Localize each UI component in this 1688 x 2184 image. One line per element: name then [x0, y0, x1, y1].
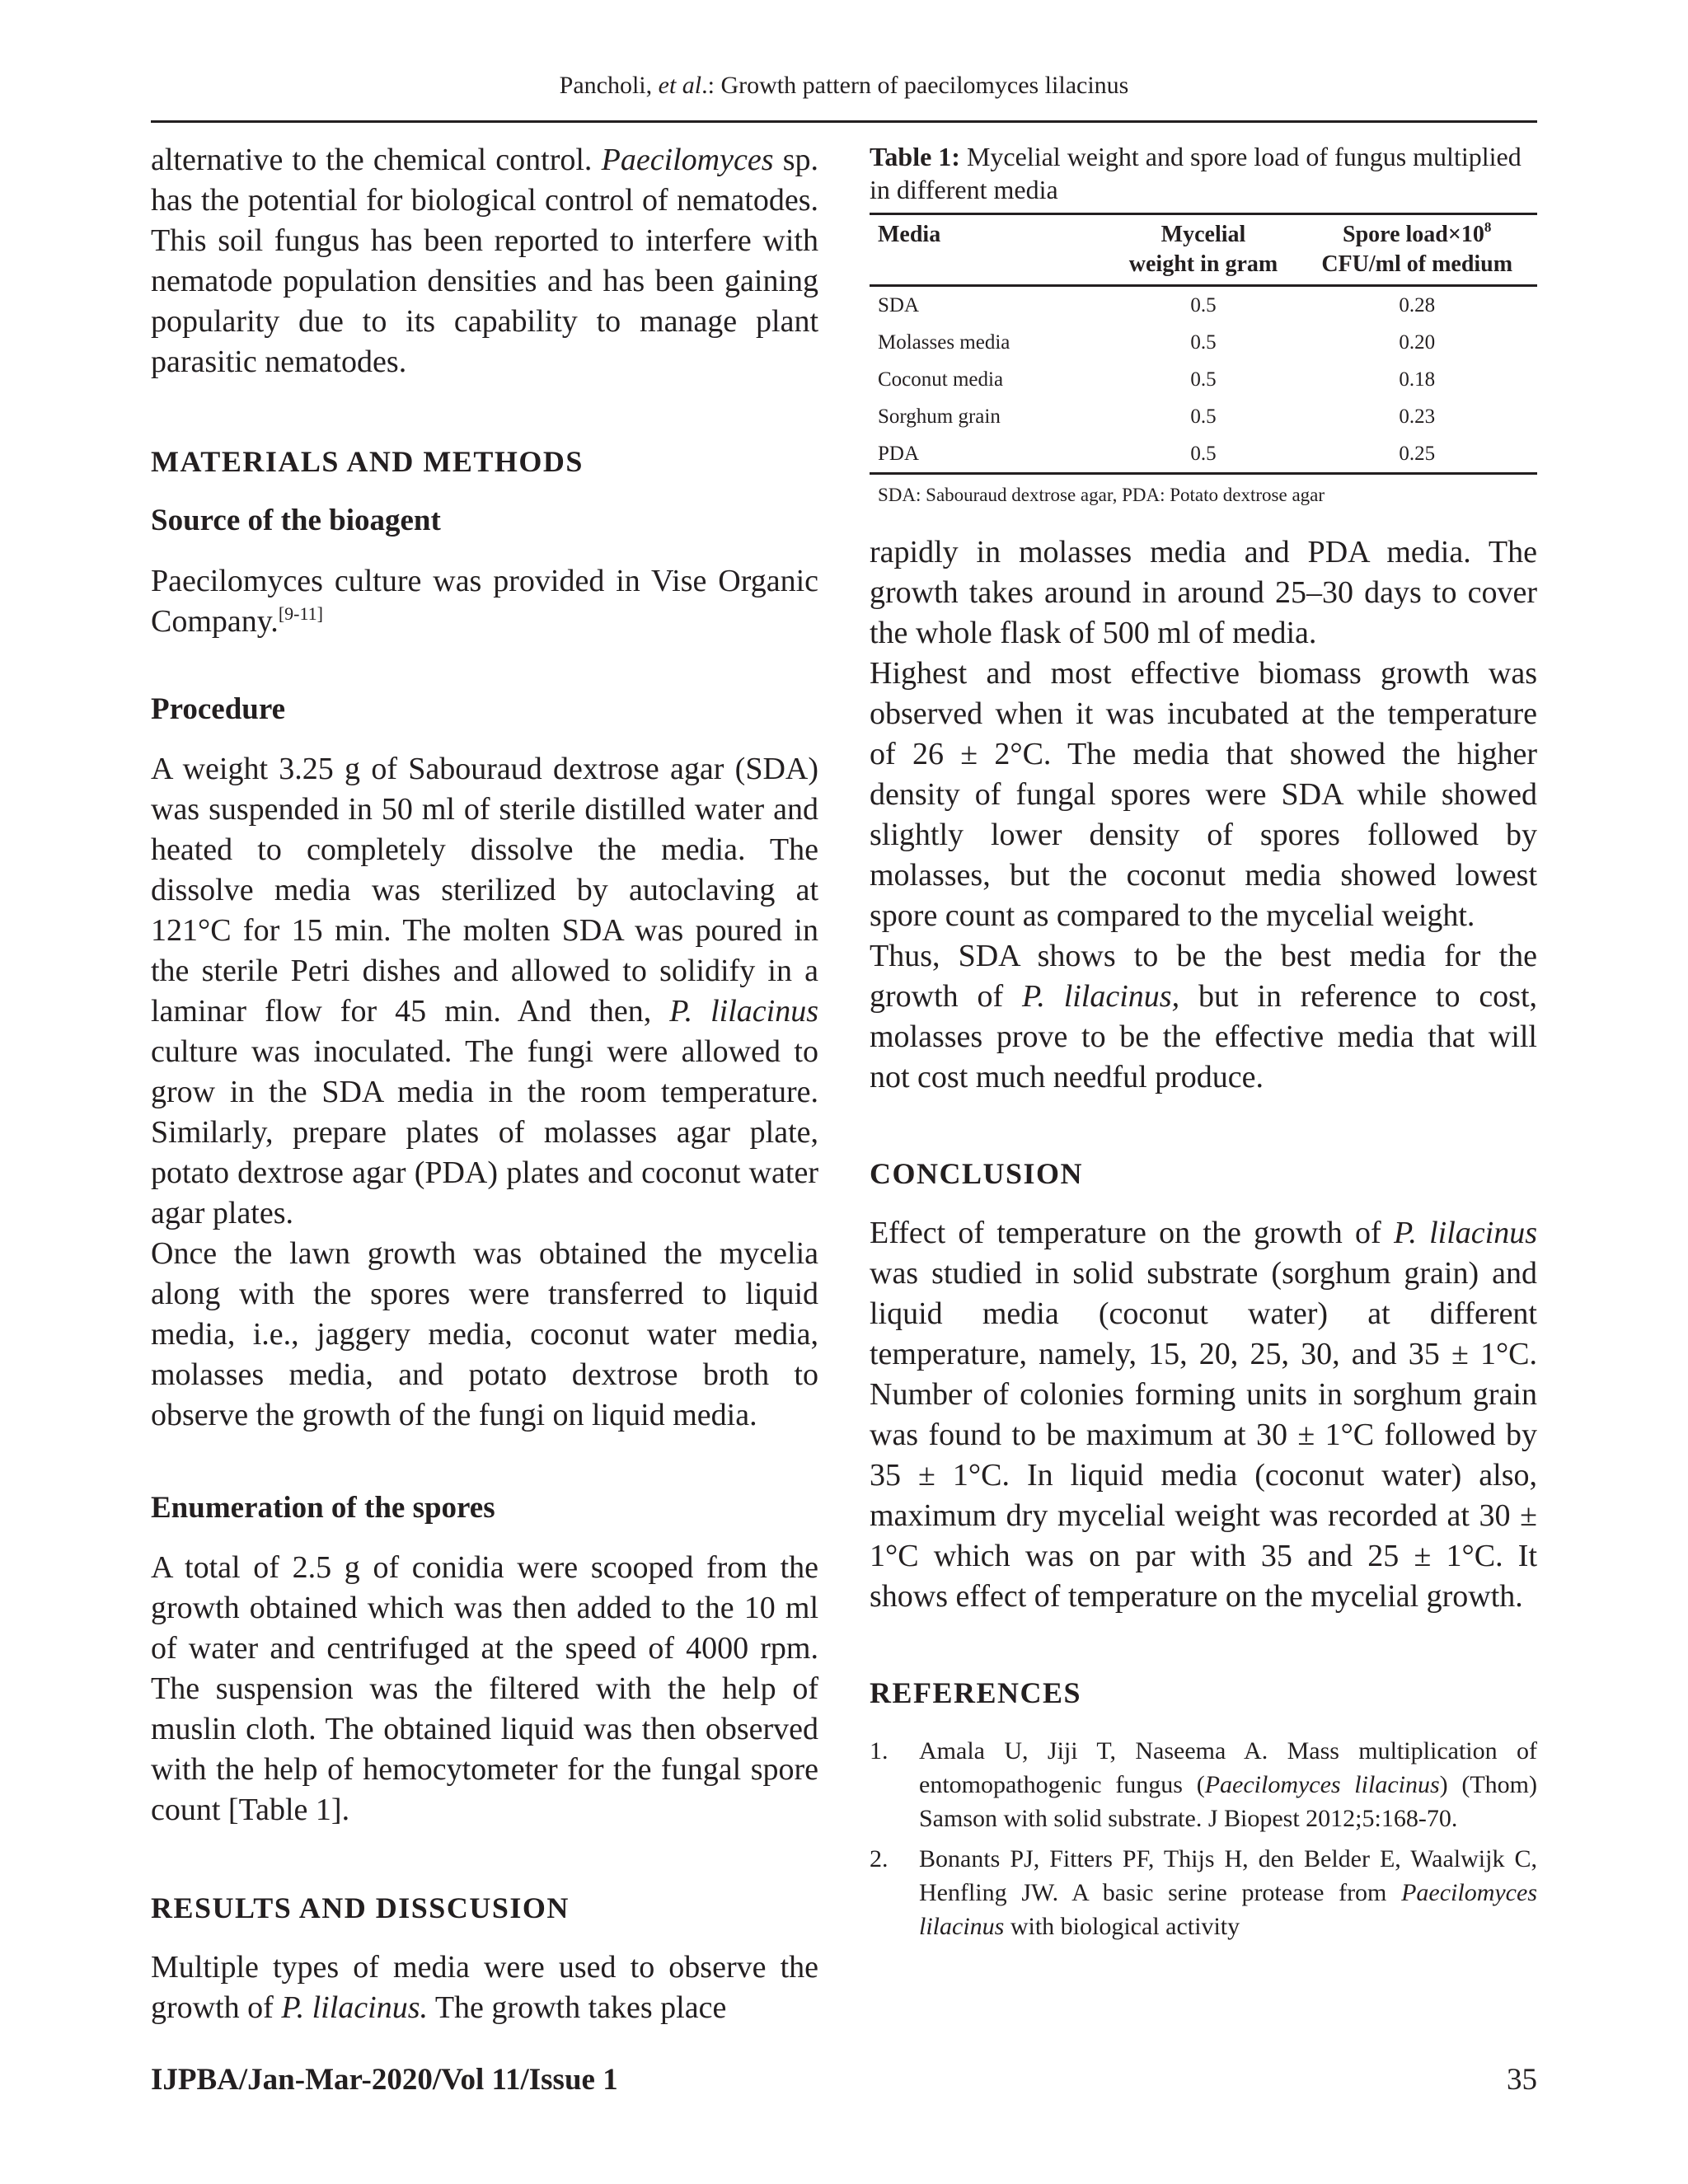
running-head-author: Pancholi,	[559, 72, 653, 99]
materials-methods-heading: MATERIALS AND METHODS	[151, 445, 584, 478]
table-caption: Table 1: Mycelial weight and spore load of fungus multiplied in different media	[870, 142, 1522, 204]
results-paragraph-3: Thus, SDA shows to be the best media for the growth of P. lilacinus, but in reference to cost, molasses prove to be the effective media that will not cost much needful produce.	[870, 939, 1538, 1094]
table-header-row	[870, 214, 1537, 286]
intro-paragraph: alternative to the chemical control. Paecilomyces sp. has the potential for biological control of nematodes. This soil fungus has been reported to interfere with nematode population densities and has been gaining popularity due to its capability to manage plant parasitic nematodes.	[151, 143, 819, 379]
conclusion-paragraph: Effect of temperature on the growth of P. lilacinus was studied in solid substrate (sorghum grain) and liquid media (coconut water) at different temperature, namely, 15, 20, 25, 30, and 35 ± 1°C. Number of colonies forming units in sorghum grain was found to be maximum at 30 ± 1°C followed by 35 ± 1°C. In liquid media (coconut water) also, maximum dry mycelial weight was recorded at 30 ± 1°C which was on par with 35 and 25 ± 1°C. It shows effect of temperature on the mycelial growth.	[870, 1216, 1537, 1614]
cell-weight: 0.5	[1190, 368, 1217, 391]
enumeration-paragraph: A total of 2.5 g of conidia were scooped from the growth obtained which was then added to the 10 ml of water and centrifuged at the speed of 4000 rpm. The suspension was the filtered with the help of muslin cloth. The obtained liquid was then observed with the help of hemocytometer for the fungal spore count [Table 1].	[151, 1550, 818, 1827]
col-header-spore: Spore $load\times 10^8$ CFU/ml of medium	[1296, 214, 1537, 286]
cell-spore: 0.18	[1399, 368, 1436, 391]
table-row	[870, 435, 1537, 474]
page-number: 35	[1507, 2063, 1537, 2097]
procedure-paragraph-2: Once the lawn growth was obtained the mycelia along with the spores were transferred to liquid media, i.e., jaggery media, coconut water media, molasses media, and potato dextrose broth to observe the growth of the fungi on liquid media.	[151, 1236, 818, 1432]
table-row	[870, 286, 1537, 325]
cell-spore: 0.23	[1399, 405, 1436, 428]
enumeration-heading: Enumeration of the spores	[151, 1491, 495, 1525]
table-row	[870, 398, 1537, 435]
right-column	[870, 140, 1537, 1950]
results-paragraph-start: Multiple types of media were used to observe the growth of P. lilacinus. The growth takes place	[151, 1950, 818, 2025]
results-paragraph-2: Highest and most effective biomass growth was observed when it was incubated at the temperature of 26 ± 2°C. The media that showed the higher density of fungal spores were SDA while showed slightly lower density of spores followed by molasses, but the coconut media showed lowest spore count as compared to the mycelial weight.	[870, 656, 1537, 933]
source-heading: Source of the bioagent	[151, 504, 441, 537]
cell-spore: 0.28	[1399, 294, 1436, 316]
col-header-media: Media	[870, 214, 1110, 286]
cell-media: Coconut media	[878, 368, 1004, 391]
running-head-etal: et al	[658, 72, 702, 99]
results-paragraph-continued: rapidly in molasses media and PDA media. The growth takes around in around 25–30 days to cover the whole flask of 500 ml of media.	[870, 535, 1537, 650]
results-heading: RESULTS AND DISSCUSION	[151, 1891, 570, 1924]
reference-item: 1. Amala U, Jiji T, Naseema A. Mass multiplication of entomopathogenic fungus (Paecilomyces lilacinus) (Thom) Samson with solid substrate. J Biopest 2012;5:168-70.	[870, 1737, 1537, 1832]
cell-weight: 0.5	[1190, 294, 1217, 316]
table-1	[870, 140, 1537, 508]
source-paragraph: Paecilomyces culture was provided in Vise Organic Company.[9-11]	[151, 564, 818, 639]
source-citation: [9-11]	[278, 603, 323, 624]
reference-item: 2. Bonants PJ, Fitters PF, Thijs H, den Belder E, Waalwijk C, Henfling JW. A basic serine protease from Paecilomyces lilacinus with biological activity	[870, 1845, 1537, 1940]
procedure-heading: Procedure	[151, 692, 286, 726]
col-header-weight: Mycelial weight in gram	[1110, 214, 1297, 286]
header-rule	[151, 120, 1537, 123]
table-row	[870, 324, 1537, 361]
cell-spore: 0.25	[1296, 435, 1537, 474]
media-table	[870, 213, 1537, 475]
cell-weight: 0.5	[1190, 331, 1217, 354]
cell-spore: 0.20	[1399, 331, 1436, 354]
running-head	[0, 69, 1688, 102]
table-footnote: SDA: Sabouraud dextrose agar, PDA: Potato dextrose agar	[878, 485, 1325, 505]
cell-media: SDA	[878, 294, 920, 316]
references-list	[870, 1734, 1537, 1943]
cell-media: PDA	[870, 435, 1110, 474]
cell-media: Molasses media	[878, 331, 1010, 354]
references-heading: REFERENCES	[870, 1676, 1082, 1709]
procedure-paragraph-1: A weight 3.25 g of Sabouraud dextrose agar (SDA) was suspended in 50 ml of sterile distilled water and heated to completely dissolve the media. The dissolve media was sterilized by autoclaving at 121°C for 15 min. The molten SDA was poured in the sterile Petri dishes and allowed to solidify in a laminar flow for 45 min. And then, P. lilacinus culture was inoculated. The fungi were allowed to grow in the SDA media in the room temperature. Similarly, prepare plates of molasses agar plate, potato dextrose agar (PDA) plates and coconut water agar plates.	[151, 752, 818, 1230]
cell-media: Sorghum grain	[878, 405, 1001, 428]
left-column	[151, 140, 818, 2028]
journal-footer: IJPBA/Jan-Mar-2020/Vol 11/Issue 1	[151, 2063, 618, 2097]
cell-weight: 0.5	[1190, 405, 1217, 428]
cell-weight: 0.5	[1110, 435, 1297, 474]
running-head-title: .: Growth pattern of paecilomyces lilacinus	[701, 72, 1129, 99]
conclusion-heading: CONCLUSION	[870, 1157, 1084, 1190]
table-row	[870, 361, 1537, 398]
